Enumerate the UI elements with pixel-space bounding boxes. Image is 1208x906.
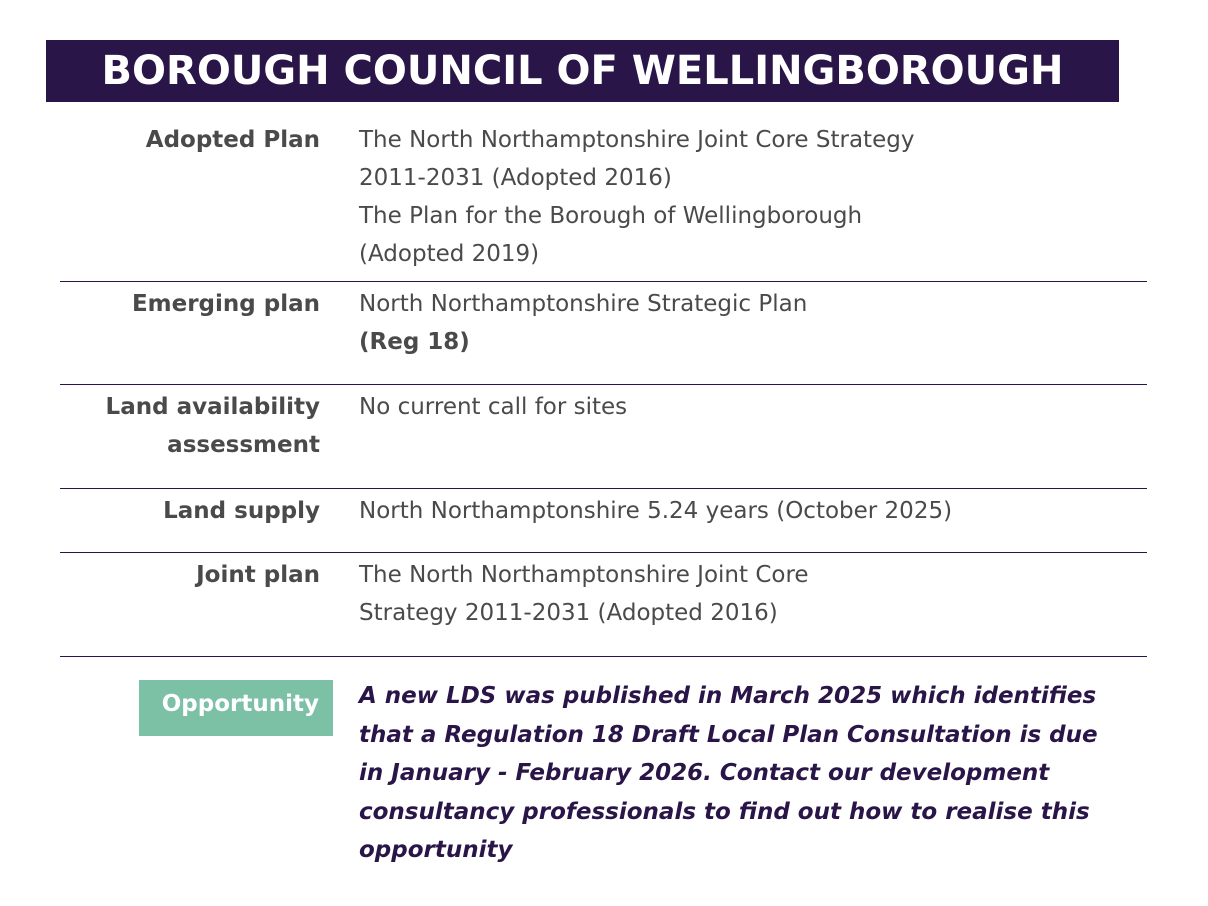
- title-banner: [46, 40, 1119, 102]
- plan-info-table: [60, 118, 1147, 657]
- value-line: The North Northamptonshire Joint Core Strategy: [359, 127, 915, 153]
- opportunity-line: consultancy professionals to find out how to realise this: [359, 798, 1090, 825]
- value-line: The Plan for the Borough of Wellingborough: [359, 203, 863, 229]
- value-line: 2011-2031 (Adopted 2016): [359, 165, 672, 191]
- value-line: No current call for sites: [359, 394, 628, 420]
- opportunity-line: in January - February 2026. Contact our development: [359, 760, 1050, 786]
- opportunity-line: that a Regulation 18 Draft Local Plan Consultation is due: [359, 721, 1098, 748]
- row-land-availability: [60, 385, 1147, 489]
- row-value: [359, 385, 627, 488]
- value-line: Strategy 2011-2031 (Adopted 2016): [359, 600, 778, 626]
- label-line: Land availability: [105, 394, 320, 420]
- row-land-supply: [60, 489, 1147, 553]
- row-label: [60, 385, 320, 488]
- opportunity-text: [359, 677, 1149, 870]
- row-value: [359, 118, 914, 281]
- row-label: Adopted Plan: [145, 127, 320, 153]
- page-title: BOROUGH COUNCIL OF WELLINGBOROUGH: [101, 48, 1064, 94]
- opportunity-line: A new LDS was published in March 2025 which identifies: [359, 683, 1097, 709]
- opportunity-badge: Opportunity: [139, 680, 333, 736]
- row-label: Land supply: [163, 498, 320, 524]
- label-line: assessment: [167, 432, 320, 458]
- row-adopted-plan: [60, 118, 1147, 282]
- row-value: [359, 282, 807, 384]
- opportunity-line: opportunity: [359, 837, 513, 863]
- value-line: The North Northamptonshire Joint Core: [359, 562, 809, 588]
- row-emerging-plan: [60, 282, 1147, 385]
- value-line: (Adopted 2019): [359, 241, 540, 267]
- row-label: Emerging plan: [131, 291, 320, 317]
- value-line: North Northamptonshire 5.24 years (October 2025): [359, 498, 953, 524]
- value-line: North Northamptonshire Strategic Plan: [359, 291, 808, 317]
- row-joint-plan: [60, 553, 1147, 657]
- row-label: Joint plan: [196, 562, 320, 588]
- value-line-bold: (Reg 18): [359, 329, 470, 355]
- row-value: [359, 553, 809, 656]
- row-value: [359, 489, 952, 552]
